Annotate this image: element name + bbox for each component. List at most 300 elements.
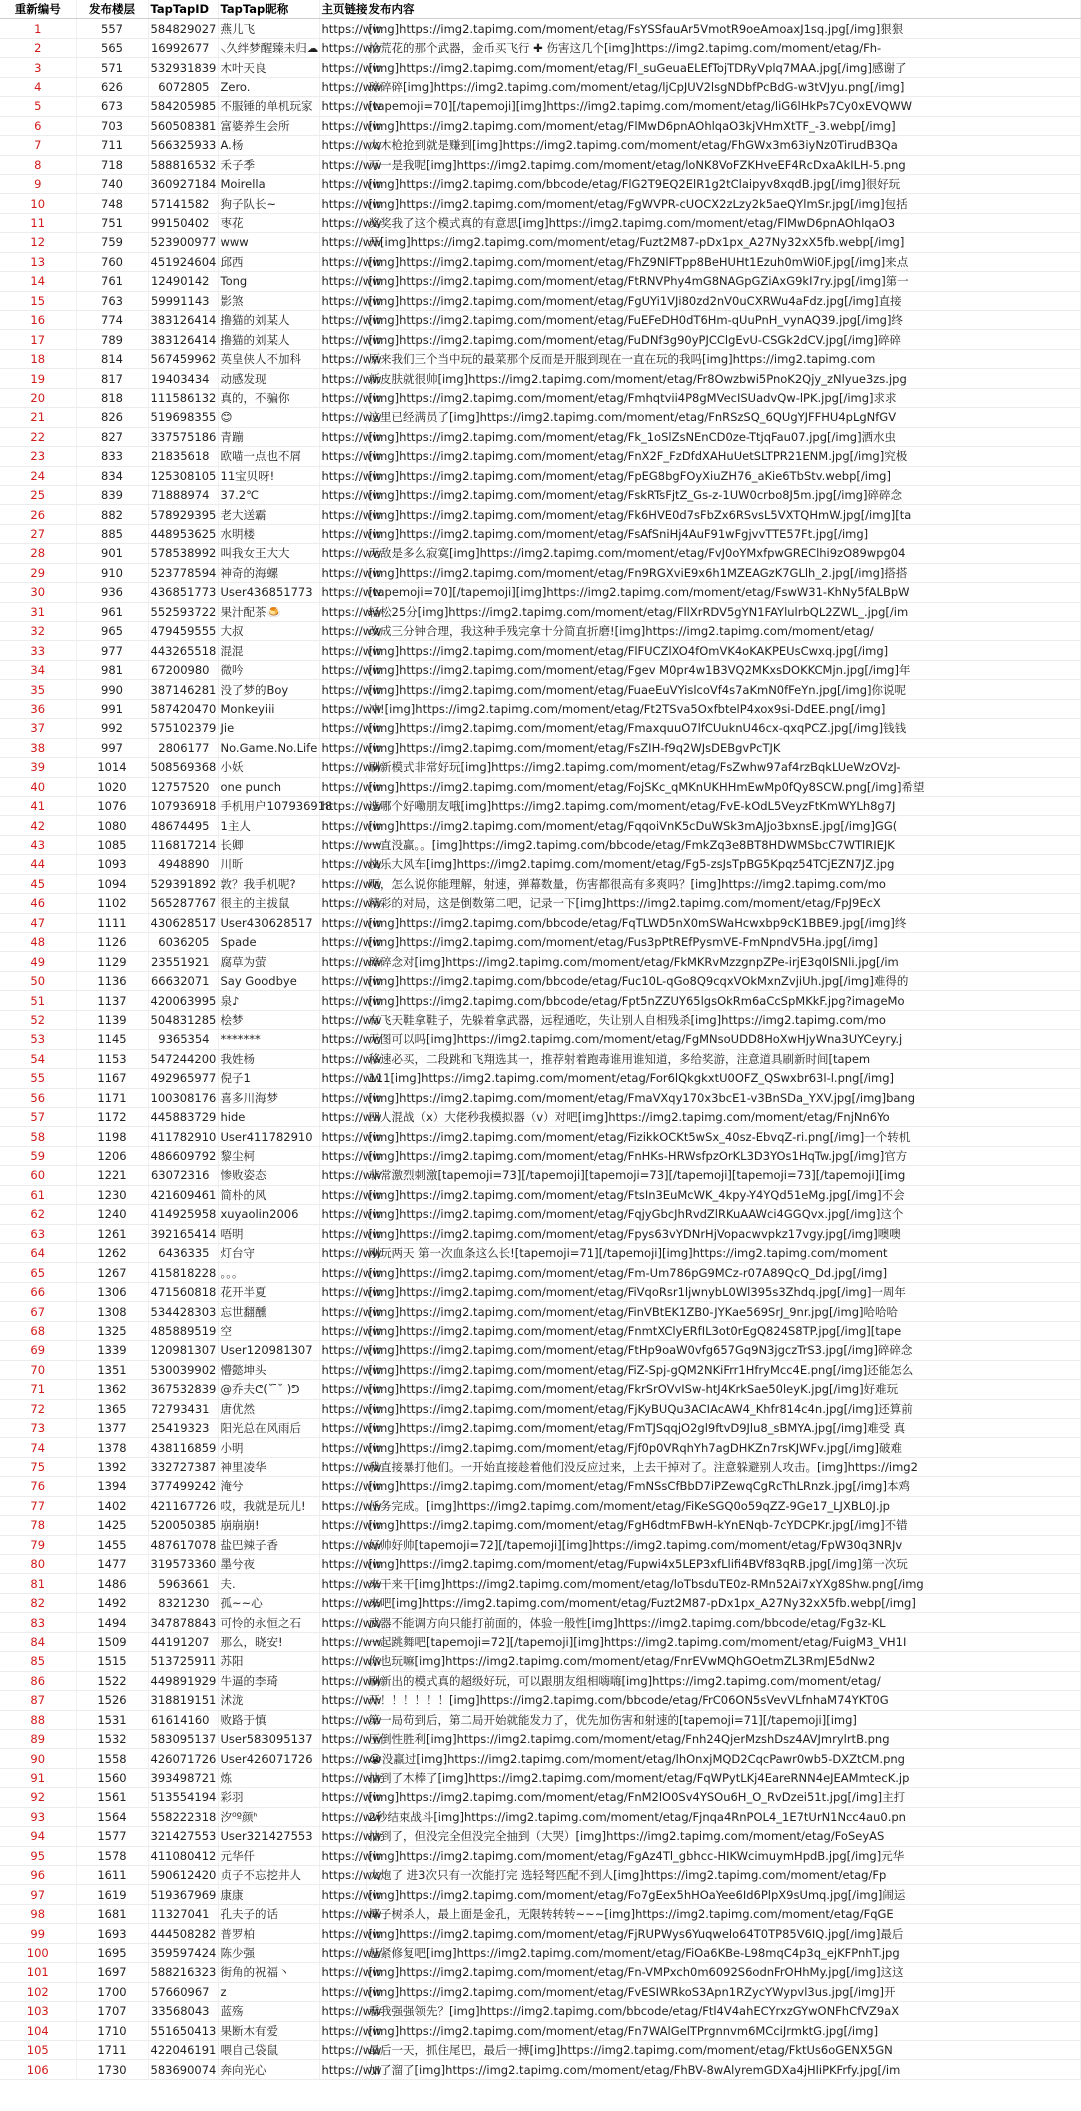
cell-post-content[interactable]: [img]https://img2.tapimg.com/moment/etag/Fm-Um786pG9MCz-r07A89QcQ_Dd.jpg[/img] bbox=[366, 1263, 1080, 1282]
cell-homepage-link[interactable]: https://ww bbox=[319, 1593, 366, 1612]
cell-floor[interactable]: 711 bbox=[76, 136, 148, 155]
cell-renumber[interactable]: 27 bbox=[0, 524, 76, 543]
cell-taptap-id[interactable]: 415818228 bbox=[148, 1263, 218, 1282]
cell-taptap-id[interactable]: 584829027 bbox=[148, 19, 218, 38]
cell-floor[interactable]: 1494 bbox=[76, 1613, 148, 1632]
cell-nickname[interactable]: 影煞 bbox=[218, 291, 319, 310]
cell-homepage-link[interactable]: https://ww bbox=[319, 1710, 366, 1729]
cell-post-content[interactable]: [img]https://img2.tapimg.com/moment/etag/FsZIH-f9q2WJsDEBgvPcTJK bbox=[366, 738, 1080, 757]
cell-taptap-id[interactable]: 57660967 bbox=[148, 1982, 218, 2001]
cell-nickname[interactable]: 我姓杨 bbox=[218, 1049, 319, 1068]
cell-nickname[interactable]: ⸜久绊梦醒臻未归☁ bbox=[218, 38, 319, 57]
cell-post-content[interactable]: 最后一天，抓住尾巴，最后一搏[img]https://img2.tapimg.com/moment/etag/FktUs6oGENX5GN bbox=[366, 2040, 1080, 2059]
cell-homepage-link[interactable]: https://ww bbox=[319, 213, 366, 232]
table-row[interactable] bbox=[0, 1846, 1080, 1865]
cell-nickname[interactable]: one punch bbox=[218, 777, 319, 796]
cell-renumber[interactable]: 37 bbox=[0, 719, 76, 738]
cell-post-content[interactable]: [img]https://img2.tapimg.com/moment/etag/FqqoiVnK5cDuWSk3mAJjo3bxnsE.jpg[/img]GG( bbox=[366, 816, 1080, 835]
cell-post-content[interactable]: 来吧[img]https://img2.tapimg.com/moment/etag/Fuzt2M87-pDx1px_A27Ny32xX5fb.webp[/img] bbox=[366, 1593, 1080, 1612]
table-row[interactable] bbox=[0, 1729, 1080, 1748]
table-row[interactable] bbox=[0, 1244, 1080, 1263]
cell-post-content[interactable]: [tapemoji=70][/tapemoji][img]https://img2.tapimg.com/moment/etag/FswW31-KhNy5fALBpW bbox=[366, 583, 1080, 602]
cell-homepage-link[interactable]: https://ww bbox=[319, 1010, 366, 1029]
cell-nickname[interactable]: 老大送霸 bbox=[218, 505, 319, 524]
cell-post-content[interactable]: [img]https://img2.tapimg.com/moment/etag/FlFUCZlXO4fOmVK4oKAKPEUsCwxq.jpg[/img] bbox=[366, 641, 1080, 660]
cell-nickname[interactable]: 邱西 bbox=[218, 252, 319, 271]
table-row[interactable] bbox=[0, 933, 1080, 952]
cell-taptap-id[interactable]: 519698355 bbox=[148, 408, 218, 427]
cell-renumber[interactable]: 101 bbox=[0, 1963, 76, 1982]
cell-floor[interactable]: 1198 bbox=[76, 1127, 148, 1146]
cell-renumber[interactable]: 2 bbox=[0, 38, 76, 57]
cell-homepage-link[interactable]: https://ww bbox=[319, 544, 366, 563]
cell-nickname[interactable]: 那么，晓安! bbox=[218, 1632, 319, 1651]
cell-post-content[interactable]: [img]https://img2.tapimg.com/moment/etag/FizikkOCKt5wSx_40sz-EbvqZ-ri.png[/img]一个转机 bbox=[366, 1127, 1080, 1146]
cell-post-content[interactable]: [img]https://img2.tapimg.com/moment/etag/Fo7gEex5hHOaYee6Id6PlpX9sUmq.jpg[/img]闹运 bbox=[366, 1885, 1080, 1904]
cell-nickname[interactable]: 唐优然 bbox=[218, 1399, 319, 1418]
cell-renumber[interactable]: 3 bbox=[0, 58, 76, 77]
cell-renumber[interactable]: 49 bbox=[0, 952, 76, 971]
cell-floor[interactable]: 1532 bbox=[76, 1729, 148, 1748]
cell-renumber[interactable]: 90 bbox=[0, 1749, 76, 1768]
cell-post-content[interactable]: 你也玩嘛[img]https://img2.tapimg.com/moment/etag/FnrEVwMQhGOetmZL3RmJE5dNw2 bbox=[366, 1652, 1080, 1671]
table-row[interactable] bbox=[0, 1457, 1080, 1476]
cell-homepage-link[interactable]: https://ww bbox=[319, 1846, 366, 1865]
cell-homepage-link[interactable]: https://ww bbox=[319, 1107, 366, 1126]
cell-renumber[interactable]: 55 bbox=[0, 1069, 76, 1088]
cell-taptap-id[interactable]: 583690074 bbox=[148, 2060, 218, 2079]
table-row[interactable] bbox=[0, 233, 1080, 252]
table-row[interactable] bbox=[0, 1963, 1080, 1982]
cell-taptap-id[interactable]: 530039902 bbox=[148, 1360, 218, 1379]
cell-nickname[interactable]: 富婆养生会所 bbox=[218, 116, 319, 135]
table-row[interactable] bbox=[0, 1885, 1080, 1904]
cell-post-content[interactable]: [img]https://img2.tapimg.com/moment/etag/FojSKc_qMKnUKHHmEwMp0fQy8SCW.png[/img]希望 bbox=[366, 777, 1080, 796]
cell-nickname[interactable]: 孔夫子的话 bbox=[218, 1904, 319, 1923]
cell-renumber[interactable]: 52 bbox=[0, 1010, 76, 1029]
cell-nickname[interactable]: 崩崩崩! bbox=[218, 1516, 319, 1535]
cell-renumber[interactable]: 34 bbox=[0, 660, 76, 679]
cell-floor[interactable]: 1730 bbox=[76, 2060, 148, 2079]
cell-post-content[interactable]: [img]https://img2.tapimg.com/moment/etag/FmNSsCfBbD7iPZewqCgRcThLRnzk.jpg[/img]本鸡 bbox=[366, 1477, 1080, 1496]
cell-post-content[interactable]: 呃，怎么说你能理解，射速，弹幕数量，伤害都很高有多爽吗？[img]https://img2.tapimg.com/mo bbox=[366, 874, 1080, 893]
table-row[interactable] bbox=[0, 1321, 1080, 1340]
cell-nickname[interactable]: 青蹦 bbox=[218, 427, 319, 446]
cell-homepage-link[interactable]: https://ww bbox=[319, 330, 366, 349]
cell-post-content[interactable]: 椰子树杀人，最上面是金孔，无限转转转~~~[img]https://img2.tapimg.com/moment/etag/FqGE bbox=[366, 1904, 1080, 1923]
cell-floor[interactable]: 1619 bbox=[76, 1885, 148, 1904]
cell-renumber[interactable]: 104 bbox=[0, 2021, 76, 2040]
header-nickname[interactable]: TapTap昵称 bbox=[218, 0, 319, 19]
table-row[interactable] bbox=[0, 1904, 1080, 1923]
cell-post-content[interactable]: 万一是我呢[img]https://img2.tapimg.com/moment/etag/loNK8VoFZKHveEF4RcDxaAkILH-5.png bbox=[366, 155, 1080, 174]
cell-floor[interactable]: 763 bbox=[76, 291, 148, 310]
table-row[interactable] bbox=[0, 544, 1080, 563]
cell-floor[interactable]: 961 bbox=[76, 602, 148, 621]
table-row[interactable] bbox=[0, 913, 1080, 932]
cell-floor[interactable]: 990 bbox=[76, 680, 148, 699]
cell-renumber[interactable]: 89 bbox=[0, 1729, 76, 1748]
cell-renumber[interactable]: 84 bbox=[0, 1632, 76, 1651]
cell-taptap-id[interactable]: 558222318 bbox=[148, 1807, 218, 1826]
table-row[interactable] bbox=[0, 602, 1080, 621]
cell-post-content[interactable]: 四人混战（x）大佬秒我模拟器（v）对吧[img]https://img2.tapimg.com/moment/etag/FnjNn6Yo bbox=[366, 1107, 1080, 1126]
table-row[interactable] bbox=[0, 1069, 1080, 1088]
cell-renumber[interactable]: 13 bbox=[0, 252, 76, 271]
cell-taptap-id[interactable]: 436851773 bbox=[148, 583, 218, 602]
cell-floor[interactable]: 1145 bbox=[76, 1030, 148, 1049]
cell-homepage-link[interactable]: https://ww bbox=[319, 1282, 366, 1301]
cell-renumber[interactable]: 67 bbox=[0, 1302, 76, 1321]
table-row[interactable] bbox=[0, 58, 1080, 77]
cell-renumber[interactable]: 98 bbox=[0, 1904, 76, 1923]
cell-homepage-link[interactable]: https://ww bbox=[319, 758, 366, 777]
cell-nickname[interactable]: 汐⁰º颜ᑋ bbox=[218, 1807, 319, 1826]
cell-homepage-link[interactable]: https://ww bbox=[319, 194, 366, 213]
cell-renumber[interactable]: 64 bbox=[0, 1244, 76, 1263]
cell-nickname[interactable]: 燕儿飞 bbox=[218, 19, 319, 38]
cell-nickname[interactable]: 唔明 bbox=[218, 1224, 319, 1243]
cell-renumber[interactable]: 80 bbox=[0, 1555, 76, 1574]
cell-nickname[interactable]: 孤~~心 bbox=[218, 1593, 319, 1612]
cell-taptap-id[interactable]: 25419323 bbox=[148, 1418, 218, 1437]
table-row[interactable] bbox=[0, 855, 1080, 874]
cell-taptap-id[interactable]: 414925958 bbox=[148, 1205, 218, 1224]
cell-renumber[interactable]: 33 bbox=[0, 641, 76, 660]
cell-renumber[interactable]: 76 bbox=[0, 1477, 76, 1496]
cell-post-content[interactable]: [img]https://img2.tapimg.com/moment/etag/FuaeEuVYislcoVf4s7aKmN0fFeYn.jpg[/img]你说呢 bbox=[366, 680, 1080, 699]
cell-taptap-id[interactable]: 492965977 bbox=[148, 1069, 218, 1088]
cell-post-content[interactable]: [img]https://img2.tapimg.com/moment/etag/FnM2lO0Sv4YSOu6H_O_RvDzei51t.jpg[/img]主打 bbox=[366, 1788, 1080, 1807]
table-row[interactable] bbox=[0, 1535, 1080, 1554]
cell-post-content[interactable]: 快乐大风车[img]https://img2.tapimg.com/moment/etag/Fg5-zsJsTpBG5Kpqz54TCjEZN7JZ.jpg bbox=[366, 855, 1080, 874]
cell-homepage-link[interactable]: https://ww bbox=[319, 1652, 366, 1671]
table-row[interactable] bbox=[0, 1671, 1080, 1690]
cell-post-content[interactable]: 赶紧修复吧[img]https://img2.tapimg.com/moment/etag/FiOa6KBe-L98mqC4p3q_ejKFPnhT.jpg bbox=[366, 1943, 1080, 1962]
cell-homepage-link[interactable]: https://ww bbox=[319, 388, 366, 407]
cell-post-content[interactable]: [img]https://img2.tapimg.com/bbcode/etag/FqTLWD5nX0mSWaHcwxbp9cK1BBE9.jpg[/img]终 bbox=[366, 913, 1080, 932]
cell-floor[interactable]: 1362 bbox=[76, 1380, 148, 1399]
cell-taptap-id[interactable]: 547244200 bbox=[148, 1049, 218, 1068]
cell-floor[interactable]: 1611 bbox=[76, 1866, 148, 1885]
cell-renumber[interactable]: 35 bbox=[0, 680, 76, 699]
table-row[interactable] bbox=[0, 991, 1080, 1010]
cell-post-content[interactable]: [img]https://img2.tapimg.com/moment/etag/FsYSSfauAr5VmotR9oeAmoaxJ1sq.jpg[/img]狠狠 bbox=[366, 19, 1080, 38]
cell-nickname[interactable]: 简朴的风 bbox=[218, 1185, 319, 1204]
cell-taptap-id[interactable]: 479459555 bbox=[148, 622, 218, 641]
cell-renumber[interactable]: 28 bbox=[0, 544, 76, 563]
cell-homepage-link[interactable]: https://ww bbox=[319, 874, 366, 893]
cell-renumber[interactable]: 57 bbox=[0, 1107, 76, 1126]
cell-taptap-id[interactable]: 445883729 bbox=[148, 1107, 218, 1126]
cell-floor[interactable]: 1509 bbox=[76, 1632, 148, 1651]
cell-floor[interactable]: 1425 bbox=[76, 1516, 148, 1535]
cell-post-content[interactable]: [img]https://img2.tapimg.com/moment/etag/FgUYi1VJi80zd2nV0uCXRWu4aFdz.jpg[/img]直接 bbox=[366, 291, 1080, 310]
table-row[interactable] bbox=[0, 1224, 1080, 1243]
cell-nickname[interactable]: Spade bbox=[218, 933, 319, 952]
cell-homepage-link[interactable]: https://ww bbox=[319, 1399, 366, 1418]
cell-homepage-link[interactable]: https://ww bbox=[319, 1943, 366, 1962]
cell-post-content[interactable]: [img]https://img2.tapimg.com/moment/etag/FhZ9NlFTpp8BeHUHt1Ezuh0mWi0F.jpg[/img]来点 bbox=[366, 252, 1080, 271]
cell-homepage-link[interactable]: https://ww bbox=[319, 1418, 366, 1437]
header-post-content[interactable]: 发布内容 bbox=[366, 0, 1080, 19]
cell-post-content[interactable]: 一起跳舞吧[tapemoji=72][/tapemoji][img]https://img2.tapimg.com/moment/etag/FuigM3_VH1I bbox=[366, 1632, 1080, 1651]
cell-nickname[interactable]: 木叶天良 bbox=[218, 58, 319, 77]
cell-floor[interactable]: 1693 bbox=[76, 1924, 148, 1943]
cell-taptap-id[interactable]: 551650413 bbox=[148, 2021, 218, 2040]
cell-post-content[interactable]: 选哪个好嘞朋友哦[img]https://img2.tapimg.com/moment/etag/FvE-kOdL5VeyzFtKmWYLh8g7J bbox=[366, 796, 1080, 815]
cell-taptap-id[interactable]: 367532839 bbox=[148, 1380, 218, 1399]
cell-homepage-link[interactable]: https://ww bbox=[319, 1380, 366, 1399]
cell-renumber[interactable]: 72 bbox=[0, 1399, 76, 1418]
cell-homepage-link[interactable]: https://ww bbox=[319, 563, 366, 582]
cell-renumber[interactable]: 97 bbox=[0, 1885, 76, 1904]
cell-nickname[interactable]: Monkeyiii bbox=[218, 699, 319, 718]
cell-nickname[interactable]: 苏阳 bbox=[218, 1652, 319, 1671]
cell-homepage-link[interactable]: https://ww bbox=[319, 252, 366, 271]
cell-taptap-id[interactable]: 426071726 bbox=[148, 1749, 218, 1768]
table-row[interactable] bbox=[0, 1632, 1080, 1651]
cell-nickname[interactable]: 哎，我就是玩儿! bbox=[218, 1496, 319, 1515]
cell-renumber[interactable]: 17 bbox=[0, 330, 76, 349]
cell-floor[interactable]: 1711 bbox=[76, 2040, 148, 2059]
cell-post-content[interactable]: 精彩的对局，这是倒数第二吧，记录一下[img]https://img2.tapimg.com/moment/etag/FpJ9EcX bbox=[366, 894, 1080, 913]
cell-homepage-link[interactable]: https://ww bbox=[319, 602, 366, 621]
cell-homepage-link[interactable]: https://ww bbox=[319, 913, 366, 932]
cell-floor[interactable]: 1697 bbox=[76, 1963, 148, 1982]
cell-renumber[interactable]: 99 bbox=[0, 1924, 76, 1943]
cell-taptap-id[interactable]: 430628517 bbox=[148, 913, 218, 932]
cell-taptap-id[interactable]: 578538992 bbox=[148, 544, 218, 563]
cell-homepage-link[interactable]: https://ww bbox=[319, 855, 366, 874]
cell-taptap-id[interactable]: 57141582 bbox=[148, 194, 218, 213]
table-row[interactable] bbox=[0, 447, 1080, 466]
cell-post-content[interactable]: [img]https://img2.tapimg.com/moment/etag/FmTJSqqjO2gl9ftvD9Jlu8_sBMYA.jpg[/img]难受 真 bbox=[366, 1418, 1080, 1437]
cell-floor[interactable]: 774 bbox=[76, 311, 148, 330]
cell-homepage-link[interactable]: https://ww bbox=[319, 816, 366, 835]
cell-renumber[interactable]: 26 bbox=[0, 505, 76, 524]
cell-renumber[interactable]: 106 bbox=[0, 2060, 76, 2079]
cell-post-content[interactable]: [img]https://img2.tapimg.com/moment/etag/FqjyGbcJhRvdZlRKuAAWci4GGQvx.jpg[/img]这个 bbox=[366, 1205, 1080, 1224]
cell-post-content[interactable]: 这里已经满员了[img]https://img2.tapimg.com/moment/etag/FnRSzSQ_6QUgYJFFHU4pLgNfGV bbox=[366, 408, 1080, 427]
cell-renumber[interactable]: 25 bbox=[0, 485, 76, 504]
cell-renumber[interactable]: 32 bbox=[0, 622, 76, 641]
cell-taptap-id[interactable]: 523778594 bbox=[148, 563, 218, 582]
cell-post-content[interactable]: [img]https://img2.tapimg.com/moment/etag/FsAfSniHj4AuF91wFgjvvTTE57Ft.jpg[/img] bbox=[366, 524, 1080, 543]
cell-taptap-id[interactable]: 520050385 bbox=[148, 1516, 218, 1535]
cell-renumber[interactable]: 79 bbox=[0, 1535, 76, 1554]
table-row[interactable] bbox=[0, 758, 1080, 777]
cell-renumber[interactable]: 68 bbox=[0, 1321, 76, 1340]
cell-nickname[interactable]: 英皇侠人不加科 bbox=[218, 349, 319, 368]
cell-renumber[interactable]: 48 bbox=[0, 933, 76, 952]
cell-renumber[interactable]: 53 bbox=[0, 1030, 76, 1049]
cell-post-content[interactable]: 冲![img]https://img2.tapimg.com/moment/etag/Ft2TSva5OxfbtelP4xox9si-DdEE.png[/img] bbox=[366, 699, 1080, 718]
cell-nickname[interactable]: 禾子季 bbox=[218, 155, 319, 174]
cell-floor[interactable]: 1695 bbox=[76, 1943, 148, 1962]
table-row[interactable] bbox=[0, 1418, 1080, 1437]
cell-floor[interactable]: 1325 bbox=[76, 1321, 148, 1340]
cell-renumber[interactable]: 60 bbox=[0, 1166, 76, 1185]
table-row[interactable] bbox=[0, 291, 1080, 310]
cell-homepage-link[interactable]: https://ww bbox=[319, 680, 366, 699]
cell-taptap-id[interactable]: 44191207 bbox=[148, 1632, 218, 1651]
cell-post-content[interactable]: 第一局苟到后，第二局开始就能发力了，优先加伤害和射速的[tapemoji=71][/tapemoji][img] bbox=[366, 1710, 1080, 1729]
cell-renumber[interactable]: 50 bbox=[0, 971, 76, 990]
cell-nickname[interactable]: 彩羽 bbox=[218, 1788, 319, 1807]
cell-nickname[interactable]: Moirella bbox=[218, 174, 319, 193]
cell-taptap-id[interactable]: 12490142 bbox=[148, 272, 218, 291]
cell-taptap-id[interactable]: 486609792 bbox=[148, 1146, 218, 1165]
cell-taptap-id[interactable]: 449891929 bbox=[148, 1671, 218, 1690]
cell-nickname[interactable]: @乔夫ᕦ(˘ ̄˘ )ᕤ bbox=[218, 1380, 319, 1399]
cell-taptap-id[interactable]: 337575186 bbox=[148, 427, 218, 446]
cell-post-content[interactable]: 我直接暴打他们。一开始直接趁着他们没反应过来，上去干掉对了。注意躲避别人攻击。[img]https://img2 bbox=[366, 1457, 1080, 1476]
cell-taptap-id[interactable]: 61614160 bbox=[148, 1710, 218, 1729]
cell-taptap-id[interactable]: 318819151 bbox=[148, 1691, 218, 1710]
cell-homepage-link[interactable]: https://ww bbox=[319, 58, 366, 77]
cell-renumber[interactable]: 45 bbox=[0, 874, 76, 893]
cell-taptap-id[interactable]: 6072805 bbox=[148, 77, 218, 96]
cell-homepage-link[interactable]: https://ww bbox=[319, 1535, 366, 1554]
cell-floor[interactable]: 1455 bbox=[76, 1535, 148, 1554]
cell-renumber[interactable]: 24 bbox=[0, 466, 76, 485]
cell-renumber[interactable]: 77 bbox=[0, 1496, 76, 1515]
cell-floor[interactable]: 1339 bbox=[76, 1341, 148, 1360]
cell-taptap-id[interactable]: 107936918 bbox=[148, 796, 218, 815]
cell-homepage-link[interactable]: https://ww bbox=[319, 2021, 366, 2040]
table-row[interactable] bbox=[0, 1380, 1080, 1399]
cell-floor[interactable]: 571 bbox=[76, 58, 148, 77]
cell-homepage-link[interactable]: https://ww bbox=[319, 641, 366, 660]
cell-renumber[interactable]: 14 bbox=[0, 272, 76, 291]
cell-homepage-link[interactable]: https://ww bbox=[319, 933, 366, 952]
cell-renumber[interactable]: 86 bbox=[0, 1671, 76, 1690]
cell-floor[interactable]: 1126 bbox=[76, 933, 148, 952]
table-row[interactable] bbox=[0, 1691, 1080, 1710]
table-row[interactable] bbox=[0, 1827, 1080, 1846]
cell-nickname[interactable]: 果断木有爱 bbox=[218, 2021, 319, 2040]
cell-taptap-id[interactable]: 12757520 bbox=[148, 777, 218, 796]
table-row[interactable] bbox=[0, 349, 1080, 368]
cell-taptap-id[interactable]: 421609461 bbox=[148, 1185, 218, 1204]
cell-renumber[interactable]: 43 bbox=[0, 835, 76, 854]
table-row[interactable] bbox=[0, 2060, 1080, 2079]
table-row[interactable] bbox=[0, 1768, 1080, 1787]
cell-renumber[interactable]: 15 bbox=[0, 291, 76, 310]
cell-homepage-link[interactable]: https://ww bbox=[319, 777, 366, 796]
cell-floor[interactable]: 882 bbox=[76, 505, 148, 524]
cell-floor[interactable]: 1076 bbox=[76, 796, 148, 815]
table-row[interactable] bbox=[0, 1438, 1080, 1457]
cell-renumber[interactable]: 51 bbox=[0, 991, 76, 1010]
cell-floor[interactable]: 885 bbox=[76, 524, 148, 543]
cell-renumber[interactable]: 21 bbox=[0, 408, 76, 427]
table-row[interactable] bbox=[0, 252, 1080, 271]
cell-renumber[interactable]: 75 bbox=[0, 1457, 76, 1476]
cell-taptap-id[interactable]: 332727387 bbox=[148, 1457, 218, 1476]
cell-taptap-id[interactable]: 513554194 bbox=[148, 1788, 218, 1807]
cell-post-content[interactable]: 改成三分钟合理，我这种手残完拿十分简直折磨![img]https://img2.tapimg.com/moment/etag/ bbox=[366, 622, 1080, 641]
cell-post-content[interactable]: [img]https://img2.tapimg.com/moment/etag/FjRUPWys6Yuqwelo64T0TP85V6IQ.jpg[/img]最后 bbox=[366, 1924, 1080, 1943]
table-row[interactable] bbox=[0, 1807, 1080, 1826]
table-row[interactable] bbox=[0, 1943, 1080, 1962]
cell-post-content[interactable]: [img]https://img2.tapimg.com/moment/etag/FgWVPR-cUOCX2zLzy2k5aeQYlmSr.jpg[/img]包括 bbox=[366, 194, 1080, 213]
cell-renumber[interactable]: 56 bbox=[0, 1088, 76, 1107]
cell-homepage-link[interactable]: https://ww bbox=[319, 1205, 366, 1224]
cell-homepage-link[interactable]: https://ww bbox=[319, 660, 366, 679]
cell-nickname[interactable]: z bbox=[218, 1982, 319, 2001]
cell-taptap-id[interactable]: 565287767 bbox=[148, 894, 218, 913]
cell-floor[interactable]: 1136 bbox=[76, 971, 148, 990]
cell-nickname[interactable]: 可怜的永恒之石 bbox=[218, 1613, 319, 1632]
cell-nickname[interactable]: 桧梦 bbox=[218, 1010, 319, 1029]
cell-post-content[interactable]: 刚玩两天 第一次血条这么长![tapemoji=71][/tapemoji][img]https://img2.tapimg.com/moment bbox=[366, 1244, 1080, 1263]
table-row[interactable] bbox=[0, 194, 1080, 213]
cell-post-content[interactable]: [img]https://img2.tapimg.com/moment/etag/Fgev M0pr4w1B3VQ2MKxsDOKKCMjn.jpg[/img]年 bbox=[366, 660, 1080, 679]
cell-nickname[interactable]: User426071726 bbox=[218, 1749, 319, 1768]
table-row[interactable] bbox=[0, 1710, 1080, 1729]
cell-homepage-link[interactable]: https://ww bbox=[319, 1574, 366, 1593]
cell-homepage-link[interactable]: https://ww bbox=[319, 427, 366, 446]
cell-taptap-id[interactable]: 448953625 bbox=[148, 524, 218, 543]
cell-nickname[interactable]: User321427553 bbox=[218, 1827, 319, 1846]
cell-nickname[interactable]: User120981307 bbox=[218, 1341, 319, 1360]
cell-homepage-link[interactable]: https://ww bbox=[319, 1263, 366, 1282]
cell-renumber[interactable]: 70 bbox=[0, 1360, 76, 1379]
cell-nickname[interactable]: 贞子不忘挖井人 bbox=[218, 1866, 319, 1885]
table-row[interactable] bbox=[0, 2002, 1080, 2021]
cell-homepage-link[interactable]: https://ww bbox=[319, 349, 366, 368]
cell-nickname[interactable]: 灯台守 bbox=[218, 1244, 319, 1263]
table-row[interactable] bbox=[0, 1205, 1080, 1224]
cell-homepage-link[interactable]: https://ww bbox=[319, 1088, 366, 1107]
cell-floor[interactable]: 1486 bbox=[76, 1574, 148, 1593]
cell-renumber[interactable]: 42 bbox=[0, 816, 76, 835]
table-row[interactable] bbox=[0, 1866, 1080, 1885]
cell-renumber[interactable]: 11 bbox=[0, 213, 76, 232]
cell-post-content[interactable]: 抽到了木棒了[img]https://img2.tapimg.com/moment/etag/FqWPytLKj4EareRNN4eJEAMmtecK.jp bbox=[366, 1768, 1080, 1787]
cell-taptap-id[interactable]: 529391892 bbox=[148, 874, 218, 893]
cell-post-content[interactable]: [img]https://img2.tapimg.com/moment/etag/FinVBtEK1ZB0-JYKae569SrJ_9nr.jpg[/img]哈哈哈 bbox=[366, 1302, 1080, 1321]
cell-homepage-link[interactable]: https://ww bbox=[319, 1224, 366, 1243]
cell-homepage-link[interactable]: https://ww bbox=[319, 1768, 366, 1787]
cell-post-content[interactable]: 一直没赢。。[img]https://img2.tapimg.com/bbcode/etag/FmkZq3e8BT8HDWMSbcC7WTlRIEJK bbox=[366, 835, 1080, 854]
cell-post-content[interactable]: 拾荒花的那个武器，金币买飞行 ✚ 伤害这几个[img]https://img2.tapimg.com/moment/etag/Fh- bbox=[366, 38, 1080, 57]
table-row[interactable] bbox=[0, 1496, 1080, 1515]
cell-post-content[interactable]: [img]https://img2.tapimg.com/bbcode/etag/Fpt5nZZUY65lgsOkRm6aCcSpMKkF.jpg?imageMo bbox=[366, 991, 1080, 1010]
table-row[interactable] bbox=[0, 583, 1080, 602]
cell-taptap-id[interactable]: 360927184 bbox=[148, 174, 218, 193]
cell-homepage-link[interactable]: https://ww bbox=[319, 1477, 366, 1496]
cell-renumber[interactable]: 63 bbox=[0, 1224, 76, 1243]
table-row[interactable] bbox=[0, 1107, 1080, 1126]
cell-nickname[interactable]: User583095137 bbox=[218, 1729, 319, 1748]
cell-nickname[interactable]: 欧喵一点也不屑 bbox=[218, 447, 319, 466]
table-row[interactable] bbox=[0, 1613, 1080, 1632]
table-row[interactable] bbox=[0, 816, 1080, 835]
cell-homepage-link[interactable]: https://ww bbox=[319, 699, 366, 718]
cell-renumber[interactable]: 92 bbox=[0, 1788, 76, 1807]
cell-nickname[interactable]: 陈少强 bbox=[218, 1943, 319, 1962]
cell-floor[interactable]: 1531 bbox=[76, 1710, 148, 1729]
cell-nickname[interactable]: 淹兮 bbox=[218, 1477, 319, 1496]
cell-floor[interactable]: 1093 bbox=[76, 855, 148, 874]
cell-taptap-id[interactable]: 508569368 bbox=[148, 758, 218, 777]
table-row[interactable] bbox=[0, 388, 1080, 407]
cell-renumber[interactable]: 100 bbox=[0, 1943, 76, 1962]
cell-homepage-link[interactable]: https://ww bbox=[319, 19, 366, 38]
